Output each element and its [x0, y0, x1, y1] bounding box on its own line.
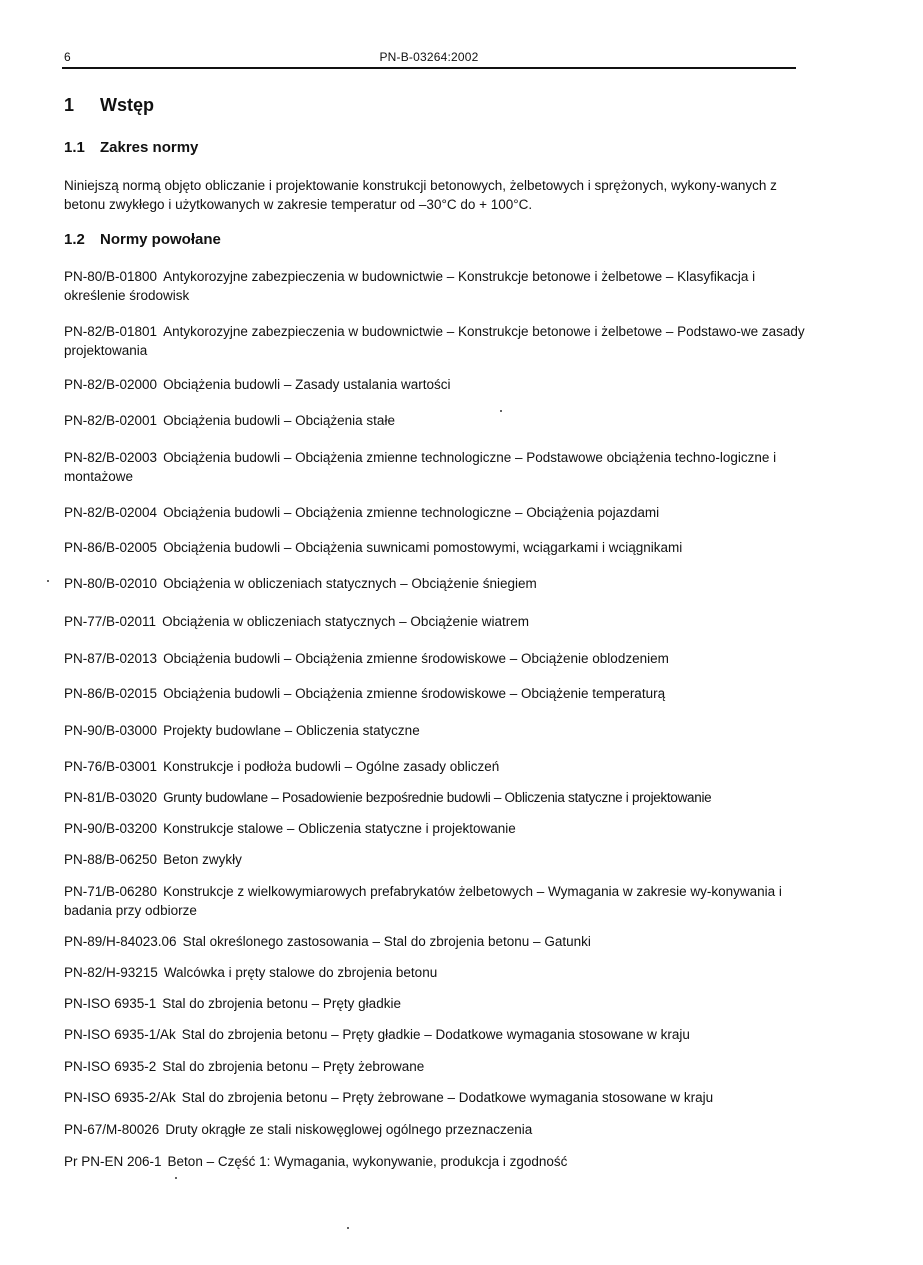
reference-item	[64, 1152, 808, 1171]
reference-item	[64, 882, 808, 920]
reference-item	[64, 267, 808, 305]
section-title: Normy powołane	[100, 231, 221, 248]
reference-title: Grunty budowlane – Posadowienie bezpośrednie budowli – Obliczenia statyczne i projektowanie	[163, 790, 712, 805]
section-heading-1	[64, 95, 154, 116]
reference-title: Konstrukcje z wielkowymiarowych prefabrykatów żelbetowych – Wymagania w zakresie wy-konywania i badania przy odbiorze	[64, 884, 782, 918]
reference-item	[64, 994, 808, 1013]
reference-code: PN-ISO 6935-1/Ak	[64, 1027, 176, 1042]
scan-speck	[347, 1227, 349, 1229]
reference-code: PN-90/B-03200	[64, 821, 158, 836]
reference-title: Antykorozyjne zabezpieczenia w budownictwie – Konstrukcje betonowe i żelbetowe – Podstawo-we zasady projektowania	[64, 324, 805, 358]
reference-item	[64, 649, 808, 668]
section-number: 1	[64, 95, 75, 115]
reference-title: Konstrukcje i podłoża budowli – Ogólne zasady obliczeń	[163, 759, 500, 774]
scope-paragraph: Niniejszą normą objęto obliczanie i projektowanie konstrukcji betonowych, żelbetowych i sprężonych, wykony-wanych z betonu zwykłego i użytkowanych w zakresie temperatur od –30°C do + 100°C.	[64, 178, 777, 212]
section-number: 1.2	[64, 231, 85, 248]
reference-title: Walcówka i pręty stalowe do zbrojenia betonu	[163, 965, 438, 980]
reference-title: Stal do zbrojenia betonu – Pręty gładkie – Dodatkowe wymagania stosowane w kraju	[181, 1027, 690, 1042]
reference-title: Obciążenia budowli – Obciążenia zmienne technologiczne – Obciążenia pojazdami	[163, 505, 660, 520]
reference-item	[64, 850, 808, 869]
reference-code: PN-82/B-01801	[64, 324, 158, 339]
reference-code: PN-82/B-02000	[64, 377, 158, 392]
reference-code: PN-82/H-93215	[64, 965, 158, 980]
reference-item	[64, 963, 808, 982]
reference-title: Obciążenia budowli – Zasady ustalania wartości	[163, 377, 451, 392]
reference-item	[64, 684, 808, 703]
reference-title: Stal określonego zastosowania – Stal do zbrojenia betonu – Gatunki	[182, 934, 591, 949]
reference-code: PN-88/B-06250	[64, 852, 158, 867]
reference-code: PN-ISO 6935-2	[64, 1059, 157, 1074]
reference-title: Obciążenia budowli – Obciążenia suwnicami pomostowymi, wciągarkami i wciągnikami	[163, 540, 683, 555]
reference-title: Druty okrągłe ze stali niskowęglowej ogólnego przeznaczenia	[165, 1122, 533, 1137]
reference-item	[64, 322, 808, 360]
reference-title: Stal do zbrojenia betonu – Pręty żebrowane	[162, 1059, 425, 1074]
reference-code: PN-77/B-02011	[64, 614, 157, 629]
scan-speck	[175, 1177, 177, 1179]
reference-code: PN-82/B-02004	[64, 505, 158, 520]
reference-code: PN-86/B-02015	[64, 686, 158, 701]
reference-code: PN-67/M-80026	[64, 1122, 160, 1137]
reference-item	[64, 375, 808, 394]
reference-item	[64, 411, 808, 430]
scan-speck	[47, 580, 49, 582]
reference-code: PN-81/B-03020	[64, 790, 158, 805]
reference-item	[64, 1120, 808, 1139]
reference-code: PN-71/B-06280	[64, 884, 158, 899]
reference-title: Obciążenia budowli – Obciążenia zmienne środowiskowe – Obciążenie oblodzeniem	[163, 651, 669, 666]
reference-code: Pr PN-EN 206-1	[64, 1154, 162, 1169]
reference-code: PN-82/B-02003	[64, 450, 158, 465]
reference-code: PN-80/B-02010	[64, 576, 158, 591]
reference-title: Obciążenia w obliczeniach statycznych – Obciążenie wiatrem	[162, 614, 529, 629]
reference-code: PN-80/B-01800	[64, 269, 158, 284]
reference-item	[64, 1088, 808, 1107]
reference-item	[64, 1025, 808, 1044]
section-heading-1-2	[64, 231, 221, 248]
reference-title: Antykorozyjne zabezpieczenia w budownictwie – Konstrukcje betonowe i żelbetowe – Klasyfikacja i określenie środowisk	[64, 269, 756, 303]
reference-code: PN-87/B-02013	[64, 651, 158, 666]
reference-code: PN-90/B-03000	[64, 723, 158, 738]
reference-item	[64, 757, 808, 776]
section-title: Wstęp	[100, 95, 154, 115]
reference-code: PN-89/H-84023.06	[64, 934, 177, 949]
reference-item	[64, 819, 808, 838]
section-heading-1-1	[64, 139, 198, 156]
reference-item	[64, 1057, 808, 1076]
reference-item	[64, 448, 808, 486]
reference-title: Obciążenia budowli – Obciążenia stałe	[163, 413, 395, 428]
reference-code: PN-86/B-02005	[64, 540, 158, 555]
reference-item	[64, 612, 808, 631]
page-number: 6	[64, 50, 71, 64]
section-title: Zakres normy	[100, 139, 199, 156]
reference-title: Stal do zbrojenia betonu – Pręty gładkie	[162, 996, 401, 1011]
reference-title: Obciążenia budowli – Obciążenia zmienne środowiskowe – Obciążenie temperaturą	[163, 686, 666, 701]
reference-item	[64, 538, 808, 557]
reference-code: PN-76/B-03001	[64, 759, 158, 774]
reference-title: Obciążenia budowli – Obciążenia zmienne technologiczne – Podstawowe obciążenia techno-logiczne i montażowe	[64, 450, 777, 484]
reference-code: PN-ISO 6935-1	[64, 996, 157, 1011]
standard-id: PN-B-03264:2002	[379, 50, 479, 64]
reference-item	[64, 721, 808, 740]
page-header	[62, 47, 796, 69]
reference-item	[64, 574, 808, 593]
reference-title: Beton zwykły	[163, 852, 242, 867]
reference-title: Projekty budowlane – Obliczenia statyczne	[163, 723, 420, 738]
reference-title: Obciążenia w obliczeniach statycznych – Obciążenie śniegiem	[163, 576, 537, 591]
reference-code: PN-82/B-02001	[64, 413, 158, 428]
reference-item	[64, 788, 808, 807]
reference-title: Beton – Część 1: Wymagania, wykonywanie, produkcja i zgodność	[167, 1154, 568, 1169]
reference-item	[64, 503, 808, 522]
reference-title: Konstrukcje stalowe – Obliczenia statyczne i projektowanie	[163, 821, 516, 836]
reference-code: PN-ISO 6935-2/Ak	[64, 1090, 176, 1105]
section-number: 1.1	[64, 139, 85, 156]
reference-title: Stal do zbrojenia betonu – Pręty żebrowane – Dodatkowe wymagania stosowane w kraju	[181, 1090, 714, 1105]
reference-item	[64, 932, 808, 951]
scan-speck	[500, 410, 502, 412]
